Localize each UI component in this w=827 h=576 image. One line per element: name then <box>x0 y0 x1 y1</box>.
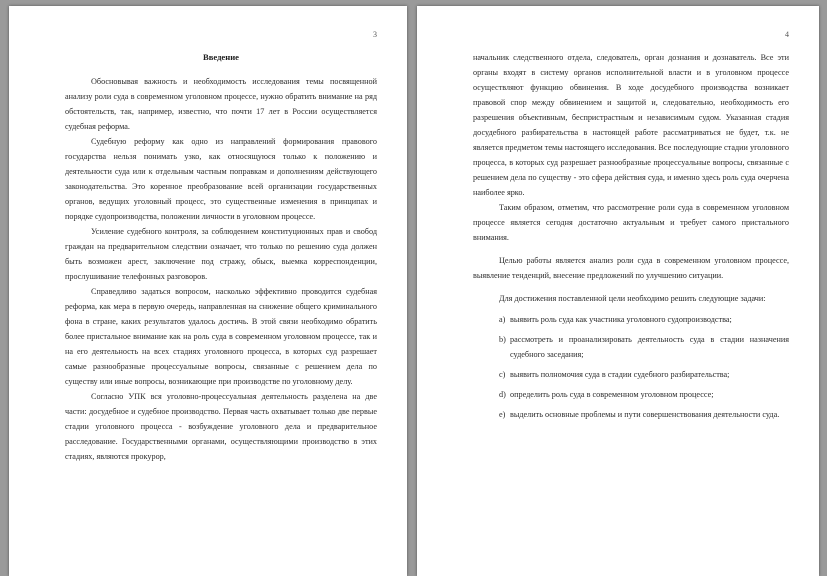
paragraph: Справедливо задаться вопросом, насколько эффективно проводится судебная реформа, как мера в первую очередь, направленная на снижение общего криминального фона в стране, каких результатов удалось достичь. В этой связи необходимо обратить более пристальное внимание как на роль суда в современном уголовном процессе, так и на его деятельность на всех стадиях уголовного процесса, в которых суд разрешает самые разнообразные процессуальные вопросы, связанные с решением дела по существу или иные вопросы, возникающие при производстве по уголовному делу. <box>65 287 377 386</box>
list-item-text: выявить роль суда как участника уголовного судопроизводства; <box>510 315 732 324</box>
list-item <box>473 407 789 422</box>
document-page-3 <box>9 6 407 576</box>
paragraph: Усиление судебного контроля, за соблюдением конституционных прав и свобод граждан на предварительном следствии означает, что только по решению суда должен быть возможен арест, заключение под стражу, обыск, выемка корреспонденции, прослушивание телефонных разговоров. <box>65 227 377 281</box>
task-list <box>473 312 789 422</box>
paragraph: Таким образом, отметим, что рассмотрение роли суда в современном уголовном процессе является сегодня достаточно актуальным и требует самого пристального внимания. <box>473 203 789 242</box>
list-item <box>473 367 789 382</box>
paragraph: Для достижения поставленной цели необходимо решить следующие задачи: <box>499 294 766 303</box>
list-marker: e) <box>499 410 506 419</box>
list-item-text: рассмотреть и проанализировать деятельность суда в стадии назначения судебного заседания; <box>510 335 789 359</box>
paragraph: Согласно УПК вся уголовно-процессуальная деятельность разделена на две части: досудебное и судебное производство. Первая часть охватывает только две первые стадии уголовного процесса - возбуждение уголовного дела и предварительное расследование. Государственными органами, осуществляющими производство в этих стадиях, являются прокурор, <box>65 392 377 461</box>
page-number: 4 <box>785 30 789 39</box>
paragraph: Судебную реформу как одно из направлений формирования правового государства нельзя понимать узко, как относящуюся только к положению и деятельности суда или к отдельным частным поправкам и дополнениям действующего законодательства. Это коренное преобразование всей организации государственных органов, ведущих уголовный процесс, это существенные изменения в принципах и порядке судопроизводства, положении личности в уголовном процессе. <box>65 137 377 221</box>
list-item-text: выделить основные проблемы и пути совершенствования деятельности суда. <box>510 410 780 419</box>
page-content <box>65 50 377 464</box>
paragraph: Обосновывая важность и необходимость исследования темы посвященной анализу роли суда в современном уголовном процессе, нужно обратить внимание на ряд обстоятельств, так, например, известно, что почти 17 лет в России осуществляется судебная реформа. <box>65 77 377 131</box>
list-item-text: выявить полномочия суда в стадии судебного разбирательства; <box>510 370 730 379</box>
list-item <box>473 332 789 362</box>
page-content <box>473 50 789 427</box>
list-marker: d) <box>499 390 506 399</box>
list-marker: c) <box>499 370 506 379</box>
list-item-text: определить роль суда в современном уголовном процессе; <box>510 390 714 399</box>
page-number: 3 <box>373 30 377 39</box>
document-page-4 <box>417 6 819 576</box>
list-item <box>473 312 789 327</box>
paragraph: начальник следственного отдела, следователь, орган дознания и дознаватель. Все эти органы входят в систему органов исполнительной власти и в уголовном процессе осуществляют функцию обвинения. В ходе досудебного производства возникает правовой спор между обвинением и защитой и, следовательно, необходимость его разрешения объективным, беспристрастным и независимым судом. Указанная стадия досудебного разбирательства в настоящей работе рассматриваться не будет, т.к. не является предметом темы настоящего исследования. Все последующие стадии уголовного процесса, в которых суд разрешает разнообразные процессуальные вопросы, связанные с решением дела по существу - это сфера действия суда, и именно здесь роль суда очерчена наиболее ярко. <box>473 53 789 197</box>
list-marker: a) <box>499 315 506 324</box>
list-marker: b) <box>499 335 506 344</box>
paragraph: Целью работы является анализ роли суда в современном уголовном процессе, выявление тенденций, внесение предложений по улучшению ситуации. <box>473 256 789 280</box>
section-title: Введение <box>203 52 239 62</box>
list-item <box>473 387 789 402</box>
